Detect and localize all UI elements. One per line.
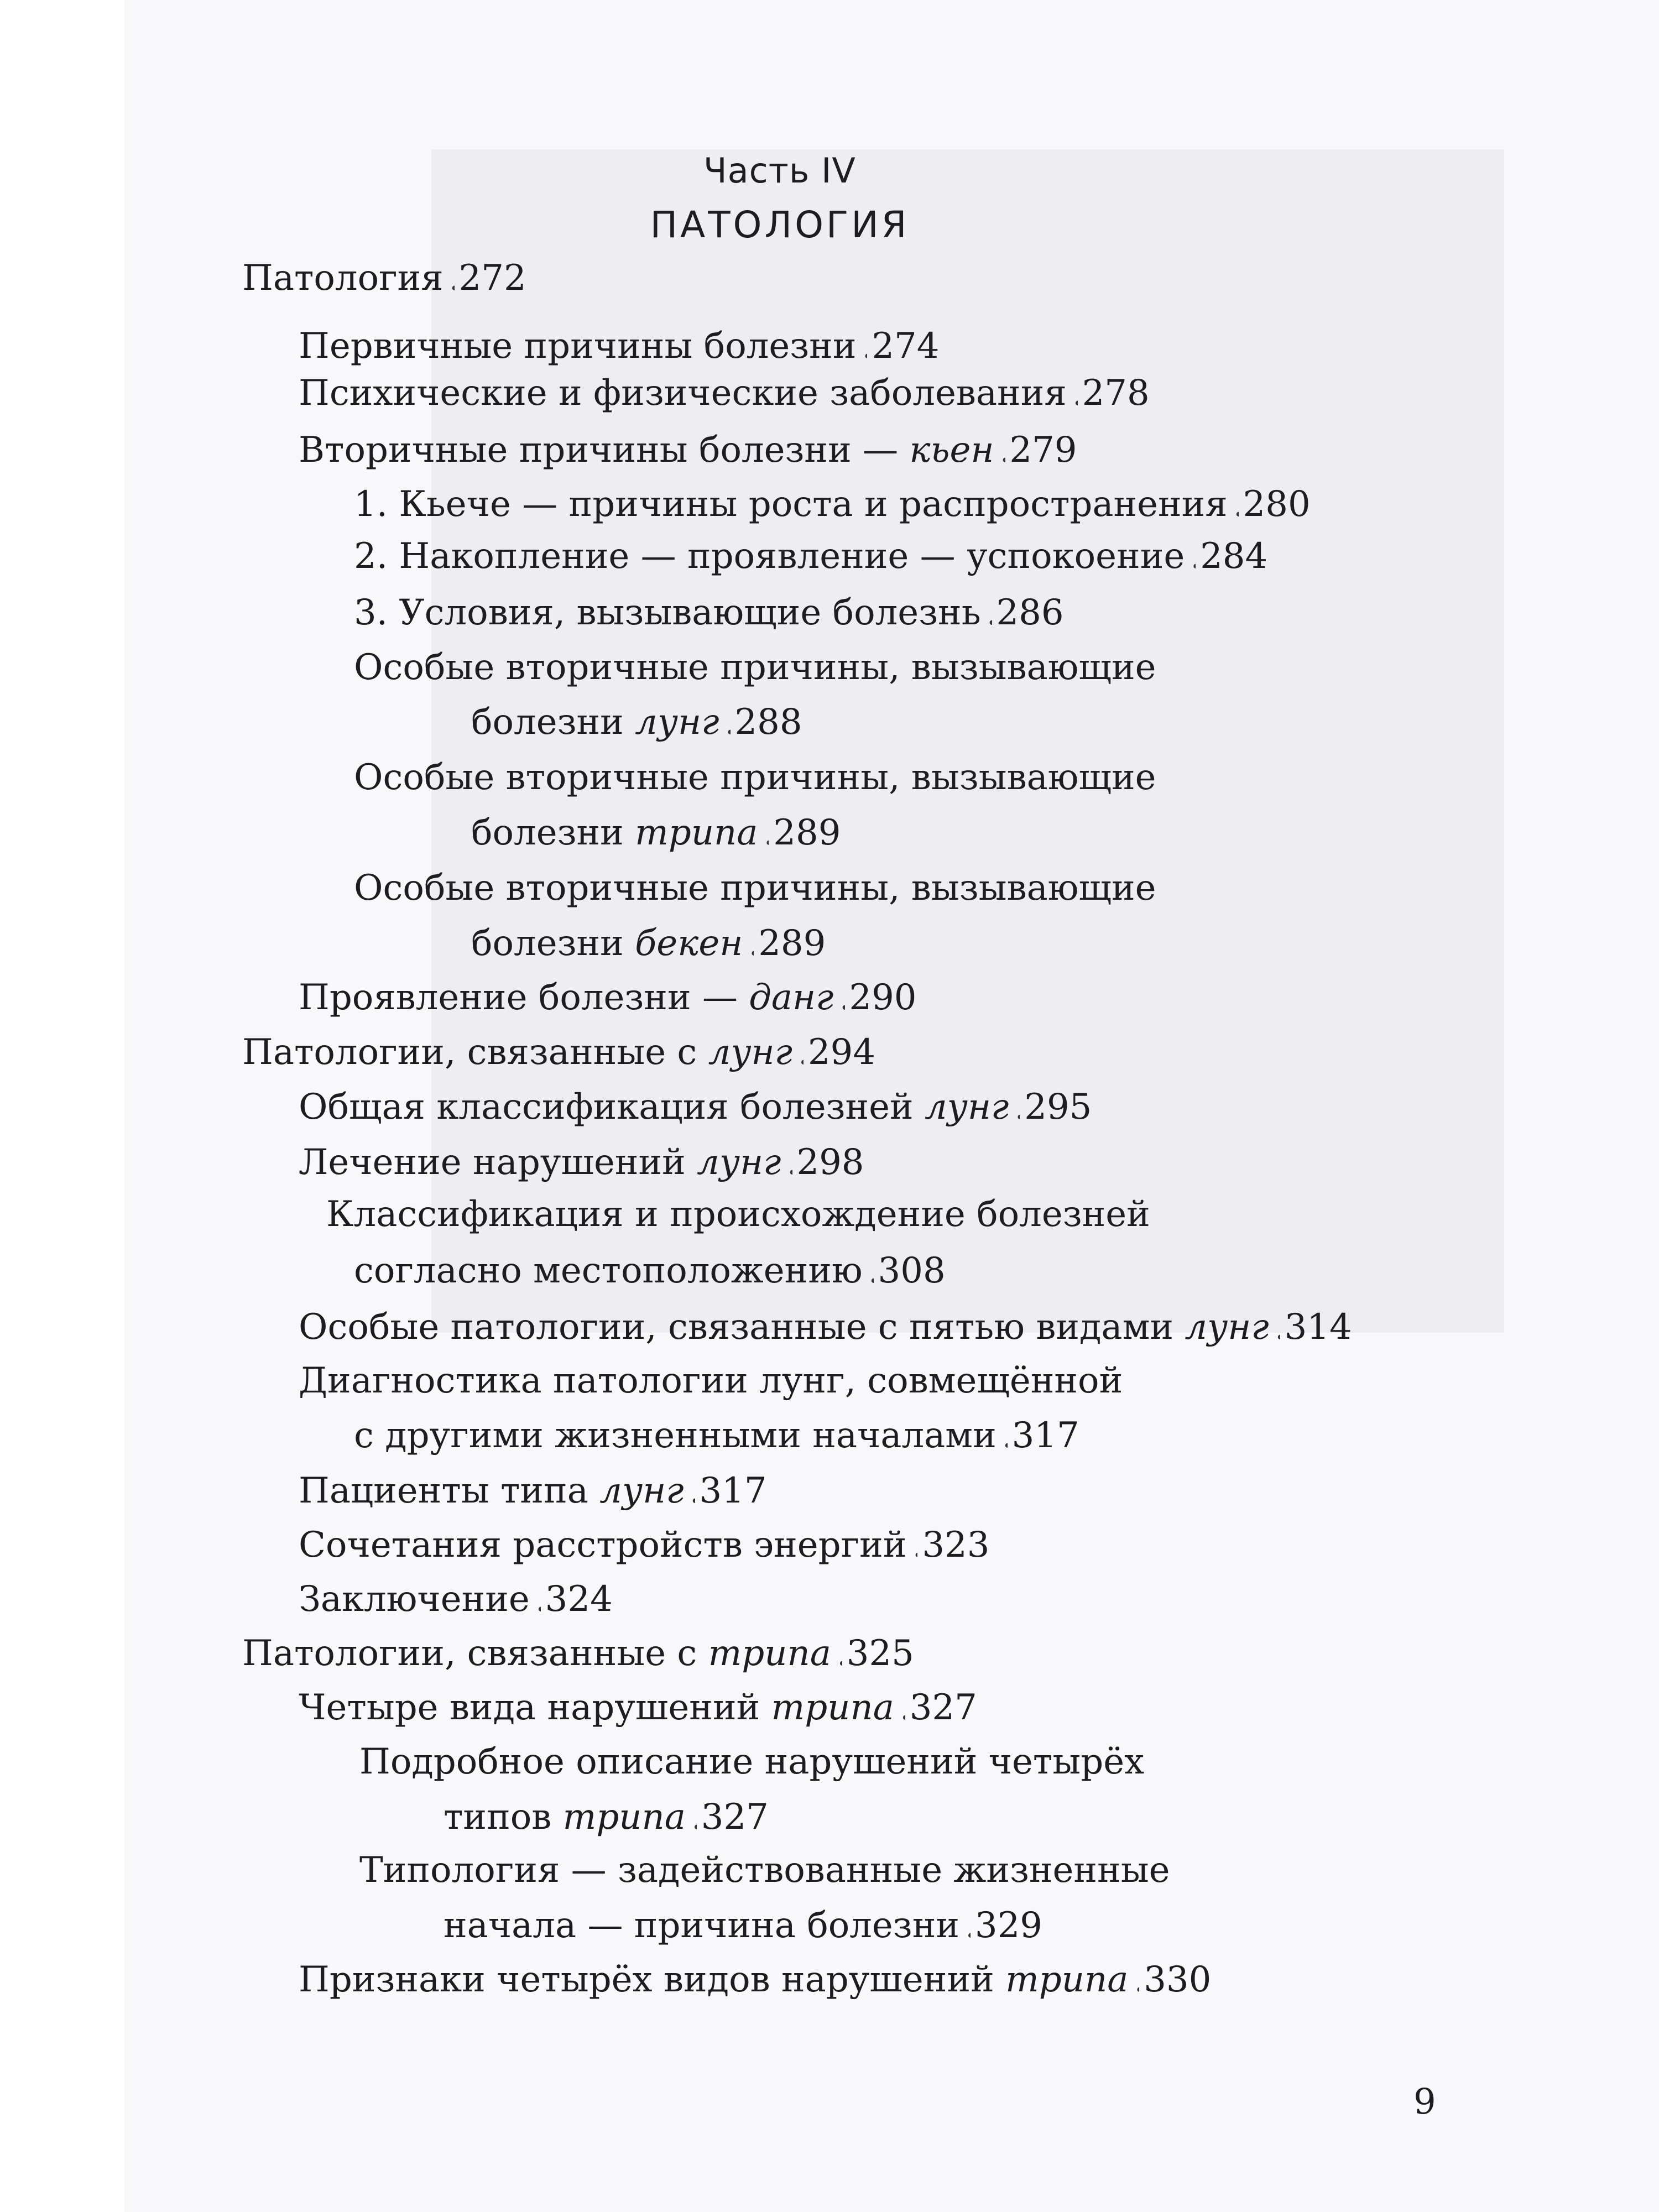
toc-leader [1067, 371, 1078, 415]
toc-leader [863, 1249, 874, 1293]
toc-entry-title: Общая классификация болезней лунг [299, 1087, 1009, 1128]
toc-page-number: 280 [1243, 484, 1311, 525]
toc-entry-first-line: Подробное описание нарушений четырёх [359, 1741, 1145, 1782]
toc-entry-first-line: Особые вторичные причины, вызывающие [354, 757, 1156, 798]
toc-entry-title: с другими жизненными началами [354, 1415, 997, 1456]
toc-entry-title: Заключение [299, 1579, 530, 1620]
toc-entry-first-line: Особые вторичные причины, вызывающие [354, 868, 1156, 909]
toc-entry-title: Сочетания расстройств энергий [299, 1525, 907, 1566]
toc-entry-first-line: Классификация и происхождение болезней [326, 1194, 1150, 1235]
toc-entry-title: 1. Кьече — причины роста и распространения [354, 484, 1228, 525]
toc-leader [834, 975, 845, 1020]
toc-page-number: 308 [878, 1250, 946, 1291]
toc-entry-title: Проявление болезни — данг [299, 977, 834, 1018]
toc-entry-title: болезни трипа [471, 812, 758, 853]
toc-page-number: 327 [701, 1797, 769, 1838]
toc-entry-first-line: Типология — задействованные жизненные [359, 1850, 1170, 1891]
toc-entry-title: болезни бекен [471, 923, 743, 964]
toc-leader [981, 591, 992, 635]
toc-page-number: 279 [1009, 430, 1077, 471]
toc-page-number: 289 [758, 923, 826, 964]
toc-entry-title: Признаки четырёх видов нарушений трипа [299, 1959, 1129, 2000]
toc-page-number: 294 [807, 1032, 875, 1073]
toc-entry-title: болезни лунг [471, 702, 719, 743]
toc-leader [758, 811, 769, 855]
toc-leader [444, 256, 455, 300]
toc-entry-title: Патологии, связанные с трипа [242, 1633, 831, 1674]
toc-leader [856, 324, 867, 368]
toc-entry-title: Первичные причины болезни [299, 326, 857, 367]
toc-leader [1009, 1085, 1020, 1129]
toc-leader [792, 1030, 804, 1074]
toc-leader [831, 1631, 842, 1676]
part-label: Часть IV [703, 150, 856, 191]
toc-page-number: 278 [1082, 373, 1150, 414]
toc-entry-title: Лечение нарушений лунг [299, 1142, 781, 1183]
toc-page-number: 314 [1284, 1307, 1352, 1348]
toc-entry-title: Особые патологии, связанные с пятью видами лунг [299, 1307, 1269, 1348]
toc-leader [684, 1469, 695, 1513]
page-number: 9 [1413, 2081, 1436, 2122]
toc-entry-title: 2. Накопление — проявление — успокоение [354, 536, 1185, 577]
page-margin [0, 0, 124, 2212]
toc-leader [530, 1577, 541, 1621]
toc-entry-title: Четыре вида нарушений трипа [299, 1687, 894, 1728]
toc-leader [894, 1686, 905, 1730]
toc-entry-title: начала — причина болезни [444, 1905, 959, 1946]
toc-page-number: 286 [996, 592, 1064, 633]
toc-page-number: 329 [974, 1905, 1042, 1946]
toc-entry-title: 3. Условия, вызывающие болезнь [354, 592, 981, 633]
toc-leader [1185, 534, 1196, 578]
toc-leader [781, 1140, 792, 1185]
toc-page-number: 324 [545, 1579, 613, 1620]
toc-page-number: 290 [849, 977, 917, 1018]
toc-page-number: 289 [773, 812, 841, 853]
toc-leader [1269, 1305, 1280, 1349]
part-title: ПАТОЛОГИЯ [650, 204, 910, 246]
toc-entry-title: Психические и физические заболевания [299, 373, 1067, 414]
toc-page-number: 325 [846, 1633, 914, 1674]
toc-page-number: 298 [796, 1142, 864, 1183]
toc-page-number: 295 [1024, 1087, 1092, 1128]
toc-leader [997, 1413, 1008, 1458]
toc-leader [1128, 1958, 1139, 2002]
toc-page-number: 317 [1011, 1415, 1079, 1456]
toc-entry-title: Патологии, связанные с лунг [242, 1032, 792, 1073]
toc-entry-title: типов трипа [444, 1797, 686, 1838]
toc-leader [686, 1795, 697, 1839]
toc-page-number: 288 [734, 702, 802, 743]
toc-entry-title: согласно местоположению [354, 1250, 863, 1291]
toc-page-number: 274 [872, 326, 940, 367]
toc-page-number: 323 [922, 1525, 990, 1566]
toc-page-number: 317 [699, 1470, 767, 1511]
toc-leader [906, 1523, 917, 1567]
toc-entry-first-line: Диагностика патологии лунг, совмещённой [299, 1360, 1123, 1401]
toc-leader [994, 428, 1005, 472]
toc-entry-title: Вторичные причины болезни — кьен [299, 430, 994, 471]
toc-leader [959, 1903, 971, 1948]
toc-page-number: 330 [1144, 1959, 1212, 2000]
toc-page-number: 272 [458, 258, 526, 299]
toc-leader [1228, 482, 1239, 526]
toc-page-number: 327 [909, 1687, 977, 1728]
toc-leader [719, 700, 731, 744]
toc-entry-first-line: Особые вторичные причины, вызывающие [354, 647, 1156, 688]
toc-leader [743, 921, 754, 966]
toc-entry-title: Пациенты типа лунг [299, 1470, 684, 1511]
toc-page-number: 284 [1200, 536, 1268, 577]
toc-entry-title: Патология [242, 258, 444, 299]
